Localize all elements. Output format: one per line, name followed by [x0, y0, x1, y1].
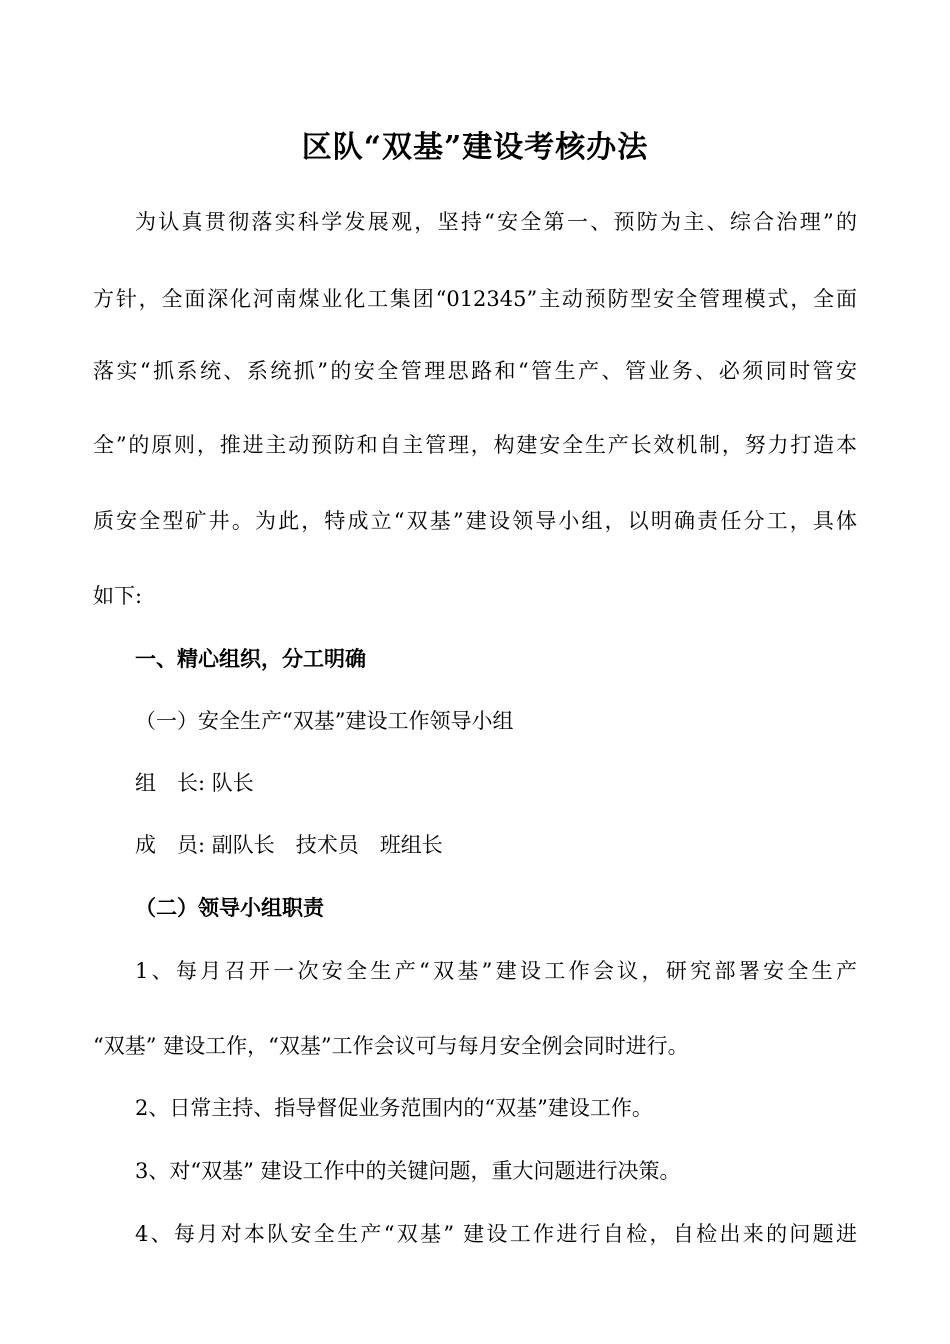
duty-1-line-1: 1、每月召开一次安全生产“双基”建设工作会议，研究部署安全生产 — [135, 959, 857, 983]
subsection-heading-2: （二）领导小组职责 — [135, 895, 324, 920]
intro-line-5: 质安全型矿井。为此，特成立“双基”建设领导小组，以明确责任分工，具体 — [93, 509, 857, 533]
duty-1-line-2: “双基” 建设工作，“双基”工作会议可与每月安全例会同时进行。 — [93, 1034, 689, 1058]
group-members-line: 成 员: 副队长 技术员 班组长 — [135, 833, 443, 857]
group-leader-line: 组 长: 队长 — [135, 771, 254, 795]
duty-3: 3、对“双基” 建设工作中的关键问题，重大问题进行决策。 — [135, 1159, 681, 1183]
intro-line-2: 方针，全面深化河南煤业化工集团“012345”主动预防型安全管理模式，全面 — [93, 287, 857, 311]
intro-line-3: 落实“抓系统、系统抓”的安全管理思路和“管生产、管业务、必须同时管安 — [93, 359, 857, 383]
subsection-heading-1: （一）安全生产“双基”建设工作领导小组 — [135, 709, 514, 733]
duty-2: 2、日常主持、指导督促业务范围内的“双基”建设工作。 — [135, 1096, 653, 1120]
intro-line-4: 全”的原则，推进主动预防和自主管理，构建安全生产长效机制，努力打造本 — [93, 433, 857, 457]
intro-line-1: 为认真贯彻落实科学发展观，坚持“安全第一、预防为主、综合治理”的 — [135, 210, 857, 234]
duty-4-line-1: 4、每月对本队安全生产“双基” 建设工作进行自检，自检出来的问题进 — [135, 1222, 857, 1246]
document-title: 区队“双基”建设考核办法 — [301, 130, 649, 165]
intro-line-6: 如下: — [93, 584, 143, 608]
section-heading-1: 一、精心组织，分工明确 — [135, 646, 366, 671]
